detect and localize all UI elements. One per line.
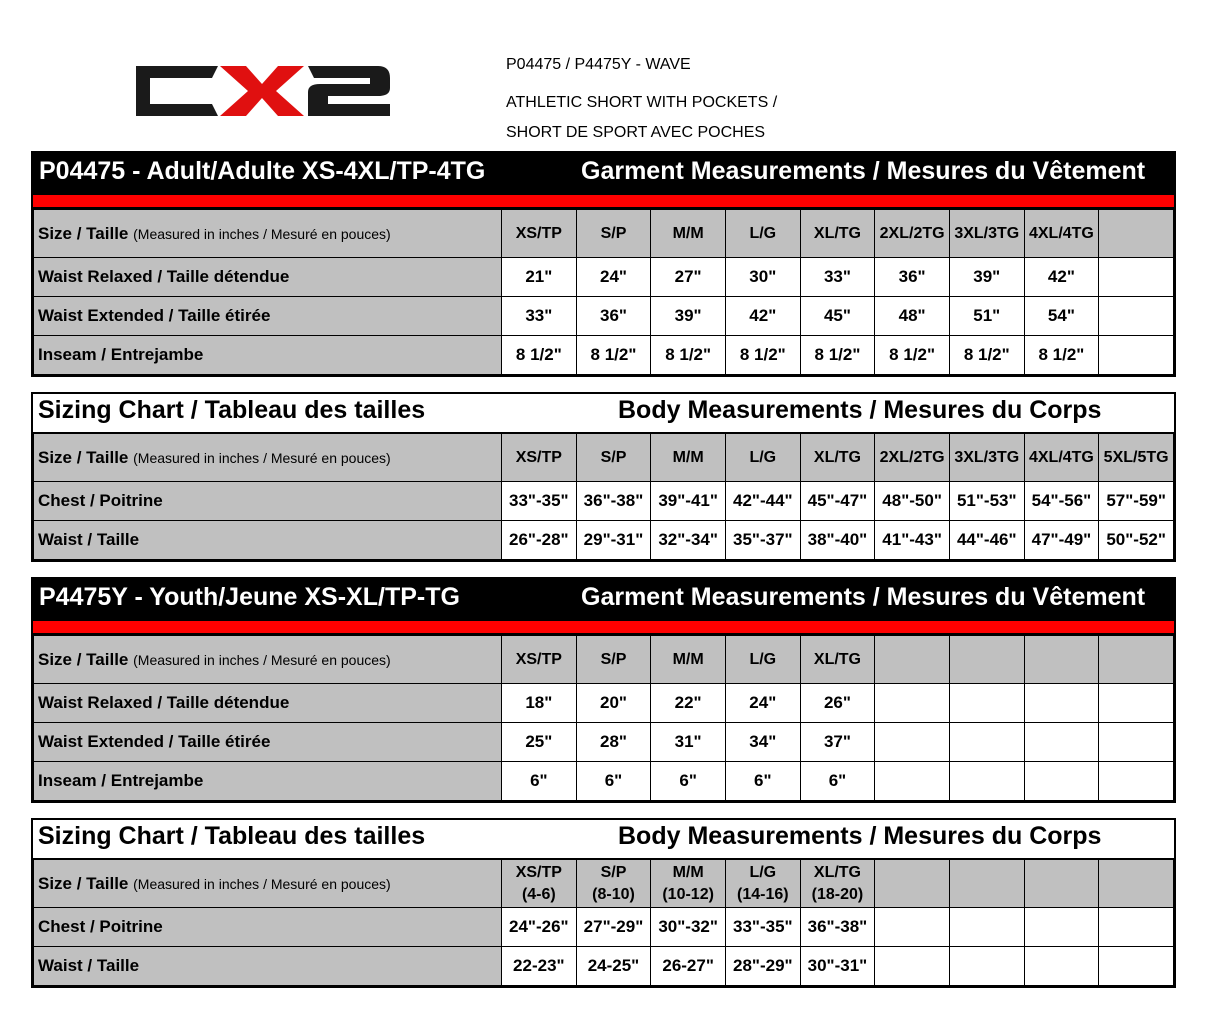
adult-garment-subtitle: Garment Measurements / Mesures du Vêtement [581,157,1146,185]
measurement-value: 6" [576,762,651,801]
size-header-cell: S/P [576,210,651,258]
size-code: XS/TP [515,863,562,881]
adult-body-title: Sizing Chart / Tableau des tailles [38,396,426,424]
size-code: S/P [600,863,627,881]
size-header-row [34,210,1174,258]
measurement-value: 57"-59" [1099,482,1174,521]
measurement-note: (Measured in inches / Mesuré en pouces) [133,651,391,668]
measurement-value: 30"-32" [651,908,726,947]
size-code: L/G [749,863,777,881]
measurement-note: (Measured in inches / Mesuré en pouces) [133,449,391,466]
size-age-range: (4-6) [521,885,556,903]
adult-garment-header [33,153,1174,193]
measurement-value: 37" [800,723,875,762]
measurement-value: 33"-35" [725,908,800,947]
measurement-value: 24"-26" [502,908,577,947]
size-header-cell: 3XL/3TG [949,210,1024,258]
size-header-cell [725,860,800,908]
measurement-value: 33" [502,297,577,336]
measurement-row [34,723,1174,762]
youth-garment-table [31,577,1176,803]
measurement-value: 48"-50" [875,482,950,521]
size-header-cell: L/G [725,636,800,684]
measurement-value [875,762,950,801]
measurement-value [1099,258,1174,297]
measurement-value: 45" [800,297,875,336]
cx2-logo [128,62,392,120]
size-header-cell: L/G [725,210,800,258]
measurement-value [949,947,1024,986]
measurement-value: 48" [875,297,950,336]
measurement-value: 6" [651,762,726,801]
measurement-value [1024,947,1099,986]
size-header-cell [576,860,651,908]
measurement-row [34,521,1174,560]
size-header-cell [875,636,950,684]
measurement-label: Inseam / Entrejambe [34,336,502,375]
size-header-cell: M/M [651,210,726,258]
measurement-row [34,947,1174,986]
measurement-value: 26-27" [651,947,726,986]
measurement-value: 54"-56" [1024,482,1099,521]
measurement-label: Waist / Taille [34,947,502,986]
measurement-value: 8 1/2" [502,336,577,375]
measurement-row [34,684,1174,723]
size-header-cell: L/G [725,434,800,482]
size-header-cell [875,860,950,908]
measurement-label: Waist Relaxed / Taille détendue [34,258,502,297]
measurement-value [1099,947,1174,986]
measurement-row [34,297,1174,336]
youth-garment-subtitle: Garment Measurements / Mesures du Vêtement [581,583,1146,611]
measurement-value [875,723,950,762]
measurement-value: 25" [502,723,577,762]
size-code: M/M [672,863,704,881]
measurement-value: 38"-40" [800,521,875,560]
measurement-value: 24" [725,684,800,723]
measurement-value [1024,723,1099,762]
size-header-cell [1099,210,1174,258]
size-header-cell: XL/TG [800,210,875,258]
size-header-cell: 3XL/3TG [949,434,1024,482]
measurement-value: 51" [949,297,1024,336]
youth-body-title: Sizing Chart / Tableau des tailles [38,822,426,850]
size-header-cell: XS/TP [502,636,577,684]
size-header-cell: XL/TG [800,636,875,684]
adult-body-subtitle: Body Measurements / Mesures du Corps [618,396,1102,424]
measurement-value: 20" [576,684,651,723]
size-header-cell [502,860,577,908]
size-label: Size / Taille [38,649,129,669]
measurement-value [1024,908,1099,947]
measurement-value: 33" [800,258,875,297]
size-header-cell [1024,636,1099,684]
measurement-value: 50"-52" [1099,521,1174,560]
size-age-range: (14-16) [737,885,789,903]
size-header-cell [651,860,726,908]
measurement-row [34,762,1174,801]
adult-garment-title: P04475 - Adult/Adulte XS-4XL/TP-4TG [39,157,486,185]
measurement-value: 26" [800,684,875,723]
measurement-value: 30" [725,258,800,297]
measurement-value: 54" [1024,297,1099,336]
size-header-cell: XL/TG [800,434,875,482]
youth-body-subtitle: Body Measurements / Mesures du Corps [618,822,1102,850]
measurement-note: (Measured in inches / Mesuré en pouces) [133,875,391,892]
measurement-value: 18" [502,684,577,723]
size-label-cell [34,434,502,482]
size-header-cell: 2XL/2TG [875,434,950,482]
size-header-cell: S/P [576,434,651,482]
measurement-value: 6" [725,762,800,801]
youth-body-grid [33,859,1174,986]
size-header-cell [949,860,1024,908]
measurement-value: 6" [800,762,875,801]
measurement-value [949,762,1024,801]
measurement-value: 8 1/2" [875,336,950,375]
size-header-cell [1099,860,1174,908]
measurement-note: (Measured in inches / Mesuré en pouces) [133,225,391,242]
adult-garment-table [31,151,1176,377]
youth-garment-grid [33,635,1174,801]
measurement-label: Waist Extended / Taille étirée [34,723,502,762]
measurement-value: 30"-31" [800,947,875,986]
measurement-value [875,684,950,723]
measurement-value: 36" [576,297,651,336]
measurement-value [1024,684,1099,723]
measurement-label: Waist / Taille [34,521,502,560]
size-header-cell [1024,860,1099,908]
youth-garment-header [33,579,1174,619]
size-header-cell: 2XL/2TG [875,210,950,258]
measurement-row [34,482,1174,521]
measurement-value: 27"-29" [576,908,651,947]
measurement-value [949,908,1024,947]
measurement-value: 34" [725,723,800,762]
measurement-value [1099,908,1174,947]
measurement-value: 33"-35" [502,482,577,521]
measurement-value: 22-23" [502,947,577,986]
size-header-row [34,860,1174,908]
size-label: Size / Taille [38,223,129,243]
measurement-value [875,908,950,947]
measurement-value: 42" [725,297,800,336]
size-header-cell [1099,636,1174,684]
measurement-value: 8 1/2" [800,336,875,375]
size-age-range: (18-20) [811,885,864,903]
measurement-value: 8 1/2" [725,336,800,375]
size-header-cell [800,860,875,908]
measurement-value: 31" [651,723,726,762]
youth-body-header [33,820,1174,859]
measurement-value: 47"-49" [1024,521,1099,560]
measurement-value: 39" [651,297,726,336]
measurement-row [34,908,1174,947]
product-description-fr: SHORT DE SPORT AVEC POCHES [506,124,766,141]
measurement-value: 36"-38" [800,908,875,947]
measurement-value: 28"-29" [725,947,800,986]
measurement-value: 8 1/2" [576,336,651,375]
measurement-label: Chest / Poitrine [34,908,502,947]
size-header-cell: XS/TP [502,434,577,482]
measurement-value: 24-25" [576,947,651,986]
measurement-value: 8 1/2" [651,336,726,375]
measurement-value: 21" [502,258,577,297]
measurement-value: 39"-41" [651,482,726,521]
measurement-value [1024,762,1099,801]
measurement-value [1099,684,1174,723]
measurement-value: 36" [875,258,950,297]
size-header-cell: 4XL/4TG [1024,210,1099,258]
adult-body-header [33,394,1174,433]
measurement-value: 8 1/2" [949,336,1024,375]
measurement-value: 44"-46" [949,521,1024,560]
measurement-value [1099,297,1174,336]
measurement-value: 42"-44" [725,482,800,521]
measurement-value [1099,762,1174,801]
size-age-range: (10-12) [662,885,714,903]
size-code: XL/TG [813,863,861,881]
measurement-value: 41"-43" [875,521,950,560]
measurement-label: Waist Relaxed / Taille détendue [34,684,502,723]
size-age-range: (8-10) [592,885,635,903]
size-header-row [34,636,1174,684]
size-header-cell: S/P [576,636,651,684]
size-header-cell: M/M [651,636,726,684]
measurement-value: 22" [651,684,726,723]
measurement-value [949,723,1024,762]
measurement-value [1099,723,1174,762]
red-divider [33,619,1174,635]
adult-body-table [31,392,1176,562]
measurement-value: 51"-53" [949,482,1024,521]
measurement-value: 8 1/2" [1024,336,1099,375]
size-label: Size / Taille [38,447,129,467]
adult-body-grid [33,433,1174,560]
measurement-label: Chest / Poitrine [34,482,502,521]
size-header-cell: 4XL/4TG [1024,434,1099,482]
measurement-value [949,684,1024,723]
adult-garment-grid [33,209,1174,375]
measurement-value: 28" [576,723,651,762]
size-label: Size / Taille [38,873,129,893]
size-header-cell: M/M [651,434,726,482]
size-header-row [34,434,1174,482]
size-header-cell: XS/TP [502,210,577,258]
measurement-value: 26"-28" [502,521,577,560]
product-description-en: ATHLETIC SHORT WITH POCKETS / [506,94,778,111]
measurement-row [34,258,1174,297]
size-label-cell [34,210,502,258]
size-label-cell [34,636,502,684]
measurement-row [34,336,1174,375]
youth-body-table [31,818,1176,988]
size-header-cell [949,636,1024,684]
measurement-value: 29"-31" [576,521,651,560]
size-header-cell: 5XL/5TG [1099,434,1174,482]
measurement-value [875,947,950,986]
measurement-value: 24" [576,258,651,297]
measurement-value: 36"-38" [576,482,651,521]
measurement-value: 35"-37" [725,521,800,560]
measurement-value: 32"-34" [651,521,726,560]
size-label-cell [34,860,502,908]
measurement-value: 27" [651,258,726,297]
measurement-value: 42" [1024,258,1099,297]
youth-garment-title: P4475Y - Youth/Jeune XS-XL/TP-TG [39,583,460,611]
product-code: P04475 / P4475Y - WAVE [506,56,691,73]
measurement-value: 45"-47" [800,482,875,521]
red-divider [33,193,1174,209]
measurement-value [1099,336,1174,375]
measurement-value: 6" [502,762,577,801]
measurement-label: Inseam / Entrejambe [34,762,502,801]
measurement-label: Waist Extended / Taille étirée [34,297,502,336]
measurement-value: 39" [949,258,1024,297]
